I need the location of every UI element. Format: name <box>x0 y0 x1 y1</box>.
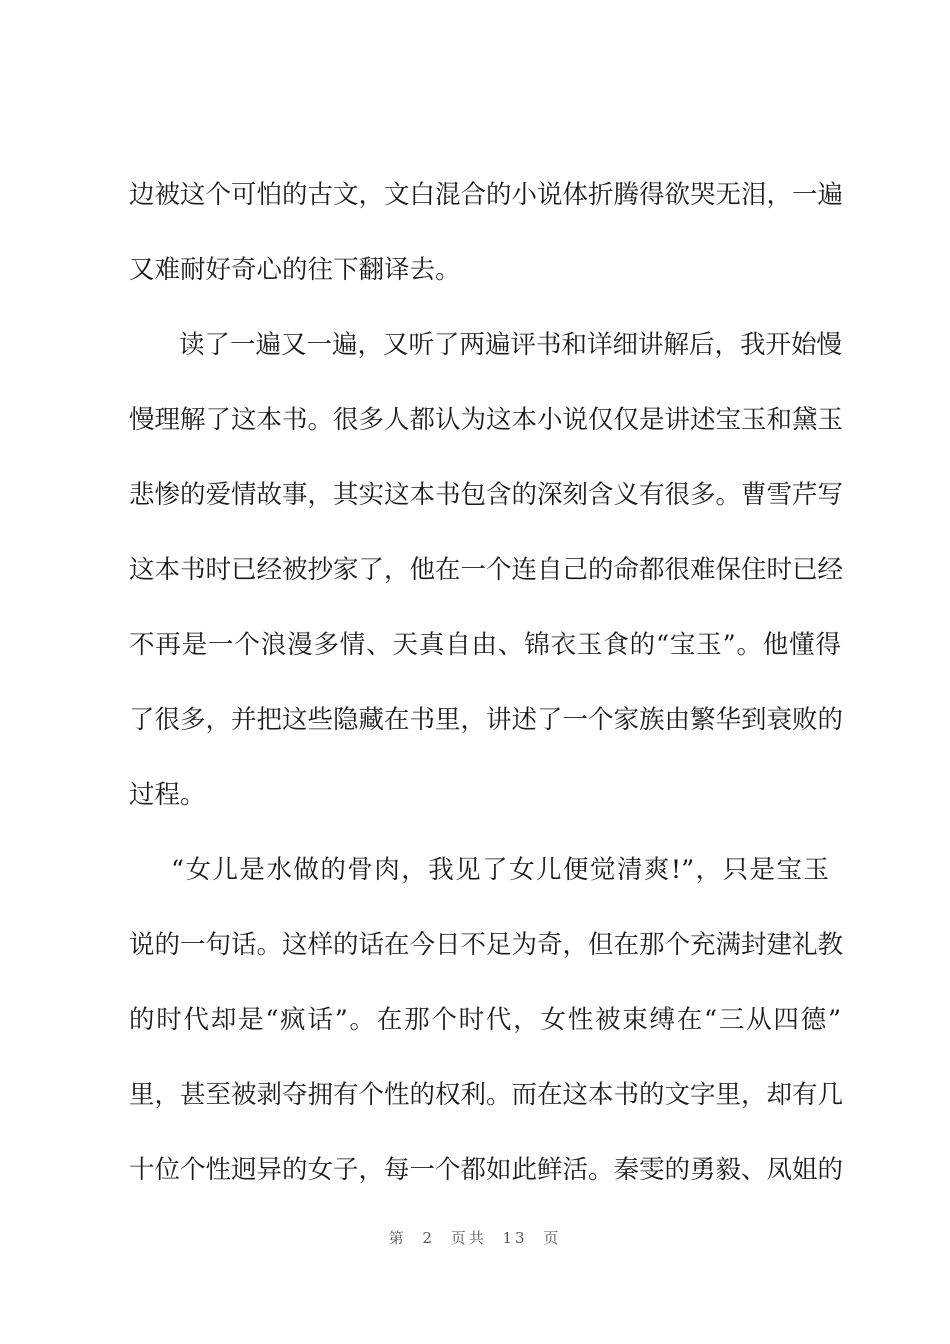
paragraph-start-line: “女儿是水做的骨肉，我见了女儿便觉清爽!”，只是宝玉 <box>171 855 829 885</box>
current-page-number: 2 <box>422 1229 435 1247</box>
text-line: 说的一句话。这样的话在今日不足为奇，但在那个充满封建礼教 <box>129 930 844 960</box>
text-line: 里，甚至被剥夺拥有个性的权利。而在这本书的文字里，却有几 <box>129 1080 844 1110</box>
text-line: 这本书时已经被抄家了，他在一个连自己的命都很难保住时已经 <box>129 555 844 585</box>
footer-suffix: 页 <box>543 1229 562 1247</box>
footer-prefix: 第 <box>388 1229 407 1247</box>
page-footer <box>0 1228 950 1248</box>
total-pages-number: 13 <box>502 1229 528 1247</box>
text-line: 慢理解了这本书。很多人都认为这本小说仅仅是讲述宝玉和黛玉 <box>129 405 844 435</box>
text-line: 过程。 <box>129 780 206 810</box>
text-line: 不再是一个浪漫多情、天真自由、锦衣玉食的“宝玉”。他懂得 <box>129 630 841 660</box>
text-line: 了很多，并把这些隐藏在书里，讲述了一个家族由繁华到衰败的 <box>129 705 844 735</box>
text-line: 的时代却是“疯话”。在那个时代，女性被束缚在“三从四德” <box>129 1005 841 1035</box>
text-line: 十位个性迥异的女子，每一个都如此鲜活。秦雯的勇毅、凤姐的 <box>129 1155 844 1185</box>
footer-middle: 页共 <box>450 1229 487 1247</box>
text-line: 悲惨的爱情故事，其实这本书包含的深刻含义有很多。曹雪芹写 <box>129 480 844 510</box>
paragraph-start-line: 读了一遍又一遍，又听了两遍评书和详细讲解后，我开始慢 <box>179 330 843 360</box>
text-line: 边被这个可怕的古文，文白混合的小说体折腾得欲哭无泪，一遍 <box>129 180 844 210</box>
text-line: 又难耐好奇心的往下翻译去。 <box>129 255 461 285</box>
